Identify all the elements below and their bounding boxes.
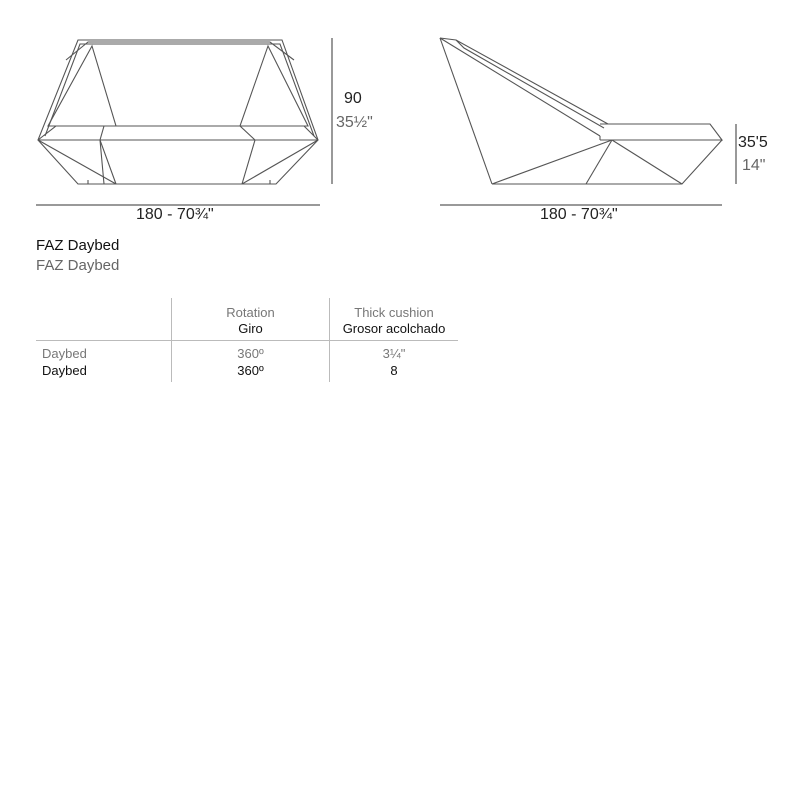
product-name-alt: FAZ Daybed	[36, 257, 120, 274]
column-header-rotation: Rotation	[226, 305, 275, 320]
side-height-in: 14"	[742, 157, 766, 174]
column-header-cushion-alt: Grosor acolchado	[342, 321, 446, 336]
side-width-label: 180 - 70¾"	[540, 206, 618, 223]
row-value-cushion: 8	[390, 363, 398, 378]
front-height-in: 35½"	[336, 114, 373, 131]
product-name: FAZ Daybed	[36, 237, 120, 254]
row-value-rotation: 360º	[237, 363, 264, 378]
row-value-rotation: 360º	[237, 346, 264, 361]
side-view-drawing	[440, 38, 722, 184]
front-width-label: 180 - 70¾"	[136, 206, 214, 223]
row-label: Daybed	[42, 363, 87, 378]
front-view-drawing	[38, 40, 318, 184]
technical-drawing	[0, 0, 800, 240]
table-header-rule	[36, 340, 458, 341]
front-height-cm: 90	[344, 90, 362, 107]
column-header-rotation-alt: Giro	[238, 321, 263, 336]
column-header-cushion: Thick cushion	[354, 305, 434, 320]
product-title-block	[36, 236, 119, 276]
spec-table	[36, 298, 460, 382]
side-view-dimensions	[440, 124, 736, 205]
row-value-cushion: 3¼"	[382, 346, 406, 361]
row-label: Daybed	[42, 346, 87, 361]
side-height-cm: 35'5	[738, 134, 768, 151]
